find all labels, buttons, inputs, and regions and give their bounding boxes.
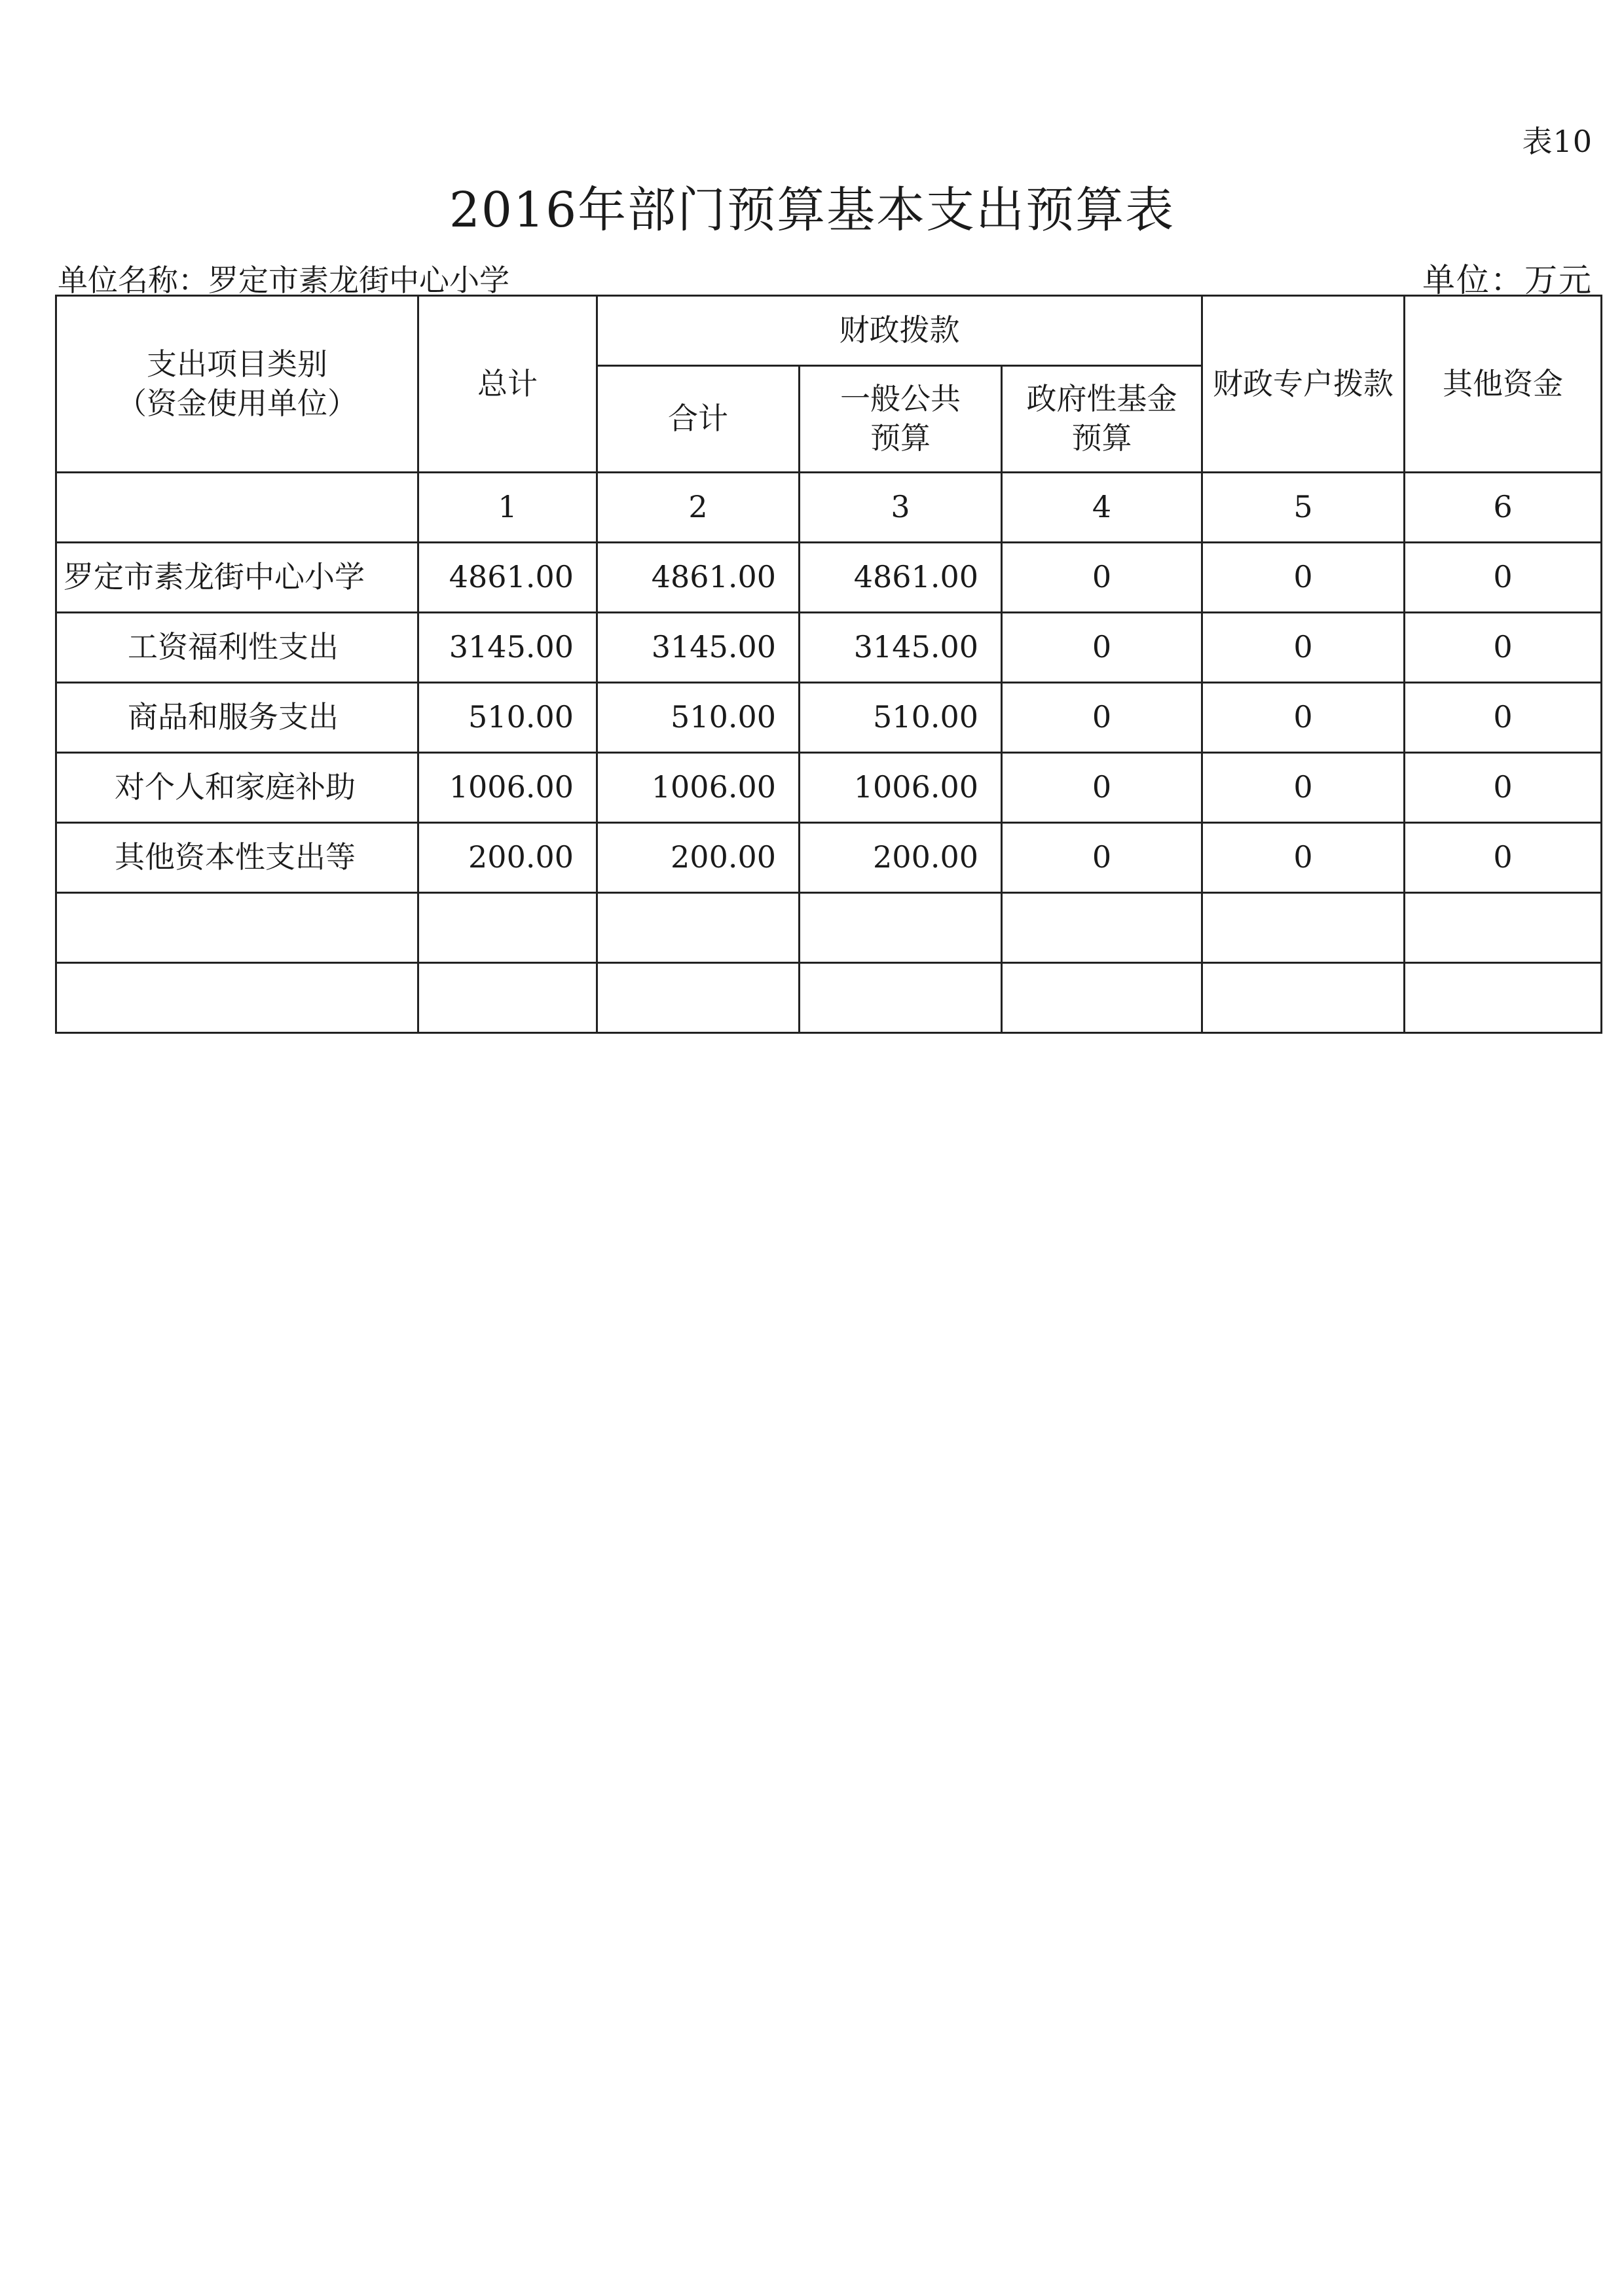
row-total: 510.00 <box>418 683 597 753</box>
row-name: 其他资本性支出等 <box>56 823 418 893</box>
header-special: 财政专户拨款 <box>1202 296 1405 473</box>
index-cell: 4 <box>1002 473 1202 543</box>
page-title: 2016年部门预算基本支出预算表 <box>449 182 1175 238</box>
row-name: 对个人和家庭补助 <box>56 753 418 823</box>
header-category-label: 支出项目类别 <box>147 346 327 382</box>
index-cell: 6 <box>1405 473 1602 543</box>
row-other: 0 <box>1405 823 1602 893</box>
header-other: 其他资金 <box>1405 296 1602 473</box>
unit-name: 单位名称：罗定市素龙街中心小学 <box>58 263 509 298</box>
blank-cell <box>800 893 1002 963</box>
index-cell: 3 <box>800 473 1002 543</box>
table-row <box>56 543 1602 613</box>
blank-row <box>56 963 1602 1033</box>
row-name: 商品和服务支出 <box>56 683 418 753</box>
row-name: 工资福利性支出 <box>56 613 418 683</box>
row-fund: 0 <box>1002 683 1202 753</box>
header-total: 总计 <box>418 296 597 473</box>
blank-cell <box>56 893 418 963</box>
row-general: 1006.00 <box>800 753 1002 823</box>
row-other: 0 <box>1405 543 1602 613</box>
blank-cell <box>1405 893 1602 963</box>
index-cell: 5 <box>1202 473 1405 543</box>
row-fiscal-total: 1006.00 <box>597 753 800 823</box>
row-other: 0 <box>1405 683 1602 753</box>
row-fund: 0 <box>1002 823 1202 893</box>
blank-cell <box>1002 893 1202 963</box>
row-other: 0 <box>1405 753 1602 823</box>
header-category-sub: （资金使用单位） <box>117 385 358 421</box>
header-general-budget: 一般公共预算 <box>800 366 1002 473</box>
header-category <box>56 296 418 473</box>
table-row <box>56 613 1602 683</box>
row-total: 1006.00 <box>418 753 597 823</box>
row-total: 3145.00 <box>418 613 597 683</box>
row-fund: 0 <box>1002 753 1202 823</box>
table-row <box>56 683 1602 753</box>
blank-cell <box>418 893 597 963</box>
header-fiscal-total: 合计 <box>597 366 800 473</box>
row-special: 0 <box>1202 613 1405 683</box>
blank-cell <box>418 963 597 1033</box>
row-general: 510.00 <box>800 683 1002 753</box>
blank-cell <box>56 963 418 1033</box>
row-special: 0 <box>1202 543 1405 613</box>
index-row <box>56 473 1602 543</box>
row-fiscal-total: 4861.00 <box>597 543 800 613</box>
row-special: 0 <box>1202 683 1405 753</box>
row-other: 0 <box>1405 613 1602 683</box>
blank-cell <box>1002 963 1202 1033</box>
header-fiscal: 财政拨款 <box>597 296 1202 366</box>
table-row <box>56 753 1602 823</box>
header-row-1 <box>56 296 1602 366</box>
header-gov-fund: 政府性基金预算 <box>1002 366 1202 473</box>
index-cell: 2 <box>597 473 800 543</box>
budget-table <box>55 295 1602 1034</box>
blank-cell <box>1202 893 1405 963</box>
blank-cell <box>800 963 1002 1033</box>
row-fiscal-total: 510.00 <box>597 683 800 753</box>
row-fiscal-total: 3145.00 <box>597 613 800 683</box>
row-fund: 0 <box>1002 543 1202 613</box>
blank-cell <box>597 963 800 1033</box>
table-row <box>56 823 1602 893</box>
blank-cell <box>597 893 800 963</box>
row-fiscal-total: 200.00 <box>597 823 800 893</box>
row-total: 4861.00 <box>418 543 597 613</box>
table-number: 表10 <box>1522 124 1593 159</box>
blank-cell <box>1405 963 1602 1033</box>
row-special: 0 <box>1202 823 1405 893</box>
blank-row <box>56 893 1602 963</box>
row-general: 4861.00 <box>800 543 1002 613</box>
row-fund: 0 <box>1002 613 1202 683</box>
row-name: 罗定市素龙街中心小学 <box>56 543 418 613</box>
row-general: 3145.00 <box>800 613 1002 683</box>
unit-label: 单位：万元 <box>1422 261 1593 299</box>
row-total: 200.00 <box>418 823 597 893</box>
index-cell <box>56 473 418 543</box>
row-special: 0 <box>1202 753 1405 823</box>
index-cell: 1 <box>418 473 597 543</box>
row-general: 200.00 <box>800 823 1002 893</box>
blank-cell <box>1202 963 1405 1033</box>
